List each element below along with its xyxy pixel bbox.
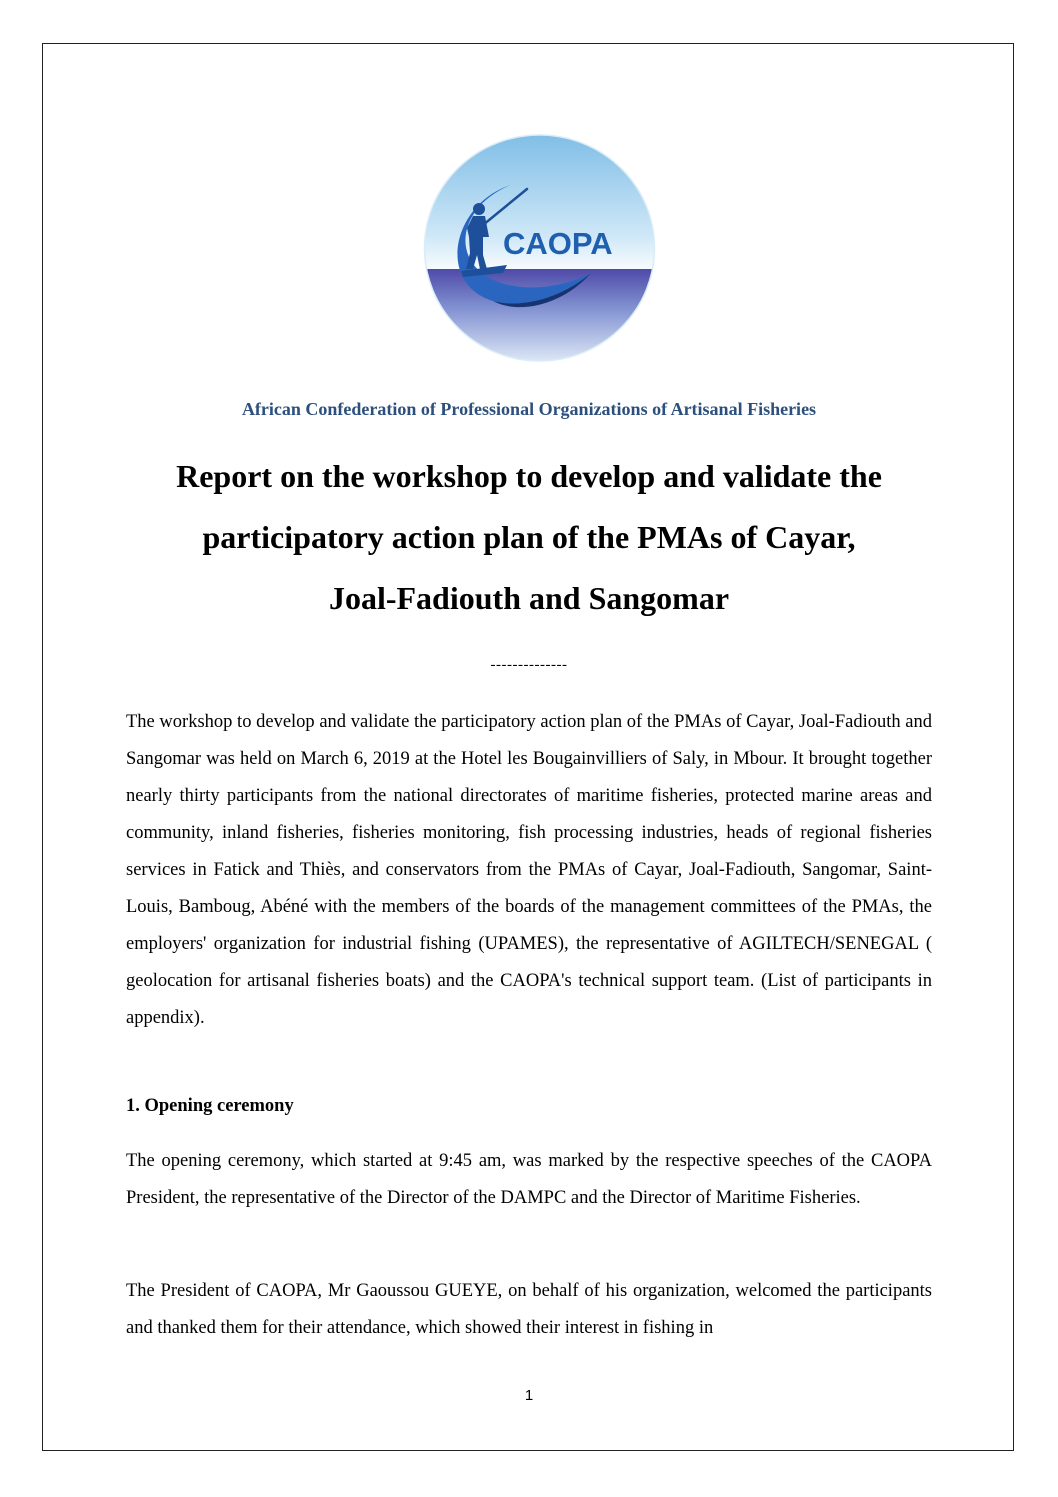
title-line-1: Report on the workshop to develop and validate the	[176, 458, 882, 494]
opening-ceremony-paragraph: The opening ceremony, which started at 9:45 am, was marked by the respective speeches of the CAOPA President, the representative of the Director of the DAMPC and the Director of Maritime Fisheries.	[126, 1151, 932, 1208]
section-heading-opening-ceremony: 1. Opening ceremony	[126, 1096, 294, 1116]
title-line-2: participatory action plan of the PMAs of Cayar,	[202, 519, 856, 555]
president-paragraph: The President of CAOPA, Mr Gaoussou GUEYE, on behalf of his organization, welcomed the participants and thanked them for their attendance, which showed their interest in fishing in	[126, 1281, 932, 1338]
separator-line: --------------	[490, 657, 568, 673]
organization-name: African Confederation of Professional Organizations of Artisanal Fisheries	[241, 399, 817, 419]
report-title	[100, 446, 958, 629]
logo-text: CAOPA	[503, 226, 613, 261]
intro-paragraph: The workshop to develop and validate the participatory action plan of the PMAs of Cayar, Joal-Fadiouth and Sangomar was held on March 6, 2019 at the Hotel les Bougainvilliers of Saly, in Mbour. It brought together nearly thirty participants from the national directorates of maritime fisheries, protected marine areas and community, inland fisheries, fisheries monitoring, fish processing industries, heads of regional fisheries services in Fatick and Thiès, and conservators from the PMAs of Cayar, Joal-Fadiouth, Sangomar, Saint-Louis, Bamboug, Abéné with the members of the boards of the management committees of the PMAs, the employers' organization for industrial fishing (UPAMES), the representative of AGILTECH/SENEGAL ( geolocation for artisanal fisheries boats) and the CAOPA's technical support team. (List of participants in appendix).	[126, 712, 932, 1028]
caopa-logo	[423, 133, 656, 363]
page-number: 1	[524, 1387, 534, 1404]
title-line-3: Joal-Fadiouth and Sangomar	[328, 580, 730, 616]
